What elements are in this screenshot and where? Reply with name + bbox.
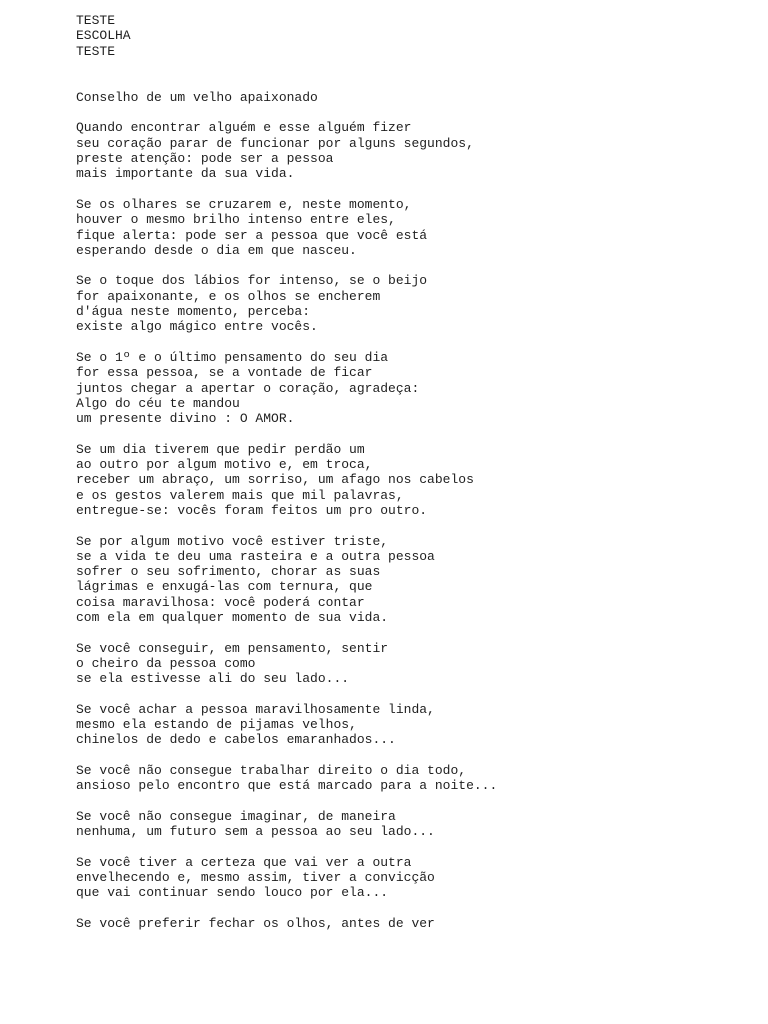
poem-line: houver o mesmo brilho intenso entre eles, xyxy=(76,212,396,228)
poem-line: Se os olhares se cruzarem e, neste momento, xyxy=(76,196,412,212)
poem-line: ansioso pelo encontro que está marcado para a noite... xyxy=(76,778,498,794)
poem-line: Se por algum motivo você estiver triste, xyxy=(76,533,389,549)
poem-stanza xyxy=(76,641,756,687)
poem-line: Se você não consegue imaginar, de maneira xyxy=(76,808,396,824)
poem-stanza xyxy=(76,197,756,258)
poem-line: Se um dia tiverem que pedir perdão um xyxy=(76,441,365,457)
poem-line: mesmo ela estando de pijamas velhos, xyxy=(76,717,357,733)
poem-stanza xyxy=(76,442,756,518)
poem-line: Se o toque dos lábios for intenso, se o beijo xyxy=(76,273,428,289)
document-header xyxy=(76,13,756,59)
document-title: Conselho de um velho apaixonado xyxy=(76,89,318,105)
poem-line: ao outro por algum motivo e, em troca, xyxy=(76,457,373,473)
poem-line: sofrer o seu sofrimento, chorar as suas xyxy=(76,564,381,580)
poem-line: se a vida te deu uma rasteira e a outra pessoa xyxy=(76,548,435,564)
poem-line: Se você preferir fechar os olhos, antes de ver xyxy=(76,915,435,931)
poem-line: d'água neste momento, perceba: xyxy=(76,304,311,320)
document-page xyxy=(76,13,756,947)
poem-line: Se você não consegue trabalhar direito o dia todo, xyxy=(76,762,467,778)
poem-line: seu coração parar de funcionar por alguns segundos, xyxy=(76,135,474,151)
poem-line: Quando encontrar alguém e esse alguém fizer xyxy=(76,120,412,136)
poem-line: fique alerta: pode ser a pessoa que você está xyxy=(76,227,428,243)
poem-line: mais importante da sua vida. xyxy=(76,166,295,182)
poem-line: se ela estivesse ali do seu lado... xyxy=(76,671,350,687)
poem-line: chinelos de dedo e cabelos emaranhados... xyxy=(76,732,396,748)
poem-line: com ela em qualquer momento de sua vida. xyxy=(76,609,389,625)
poem-stanza xyxy=(76,855,756,901)
poem-line: lágrimas e enxugá-las com ternura, que xyxy=(76,579,373,595)
poem-stanza xyxy=(76,763,756,794)
header-line: ESCOLHA xyxy=(76,28,131,44)
poem-line: juntos chegar a apertar o coração, agradeça: xyxy=(76,380,420,396)
poem-stanza xyxy=(76,916,756,931)
poem-line: existe algo mágico entre vocês. xyxy=(76,319,318,335)
poem-line: Se você conseguir, em pensamento, sentir xyxy=(76,640,389,656)
poem-line: e os gestos valerem mais que mil palavras, xyxy=(76,487,404,503)
poem-stanza xyxy=(76,702,756,748)
poem-line: for essa pessoa, se a vontade de ficar xyxy=(76,365,373,381)
poem-line: receber um abraço, um sorriso, um afago nos cabelos xyxy=(76,472,474,488)
poem-line: entregue-se: vocês foram feitos um pro outro. xyxy=(76,502,428,518)
poem-line: que vai continuar sendo louco por ela... xyxy=(76,885,389,901)
poem-line: Se você tiver a certeza que vai ver a outra xyxy=(76,854,412,870)
poem-stanza xyxy=(76,534,756,626)
header-line: TESTE xyxy=(76,43,116,59)
header-line: TESTE xyxy=(76,13,116,28)
poem-line: for apaixonante, e os olhos se encherem xyxy=(76,288,381,304)
poem-body xyxy=(76,120,756,931)
poem-line: um presente divino : O AMOR. xyxy=(76,411,295,427)
poem-stanza xyxy=(76,273,756,334)
poem-line: Se você achar a pessoa maravilhosamente linda, xyxy=(76,701,435,717)
poem-stanza xyxy=(76,350,756,426)
poem-stanza xyxy=(76,809,756,840)
poem-line: Se o 1º e o último pensamento do seu dia xyxy=(76,349,389,365)
poem-line: esperando desde o dia em que nasceu. xyxy=(76,242,357,258)
poem-line: envelhecendo e, mesmo assim, tiver a convicção xyxy=(76,870,435,886)
poem-line: Algo do céu te mandou xyxy=(76,395,240,411)
poem-stanza xyxy=(76,120,756,181)
poem-line: coisa maravilhosa: você poderá contar xyxy=(76,594,365,610)
poem-line: preste atenção: pode ser a pessoa xyxy=(76,151,334,167)
poem-line: nenhuma, um futuro sem a pessoa ao seu lado... xyxy=(76,824,435,840)
poem-line: o cheiro da pessoa como xyxy=(76,655,256,671)
